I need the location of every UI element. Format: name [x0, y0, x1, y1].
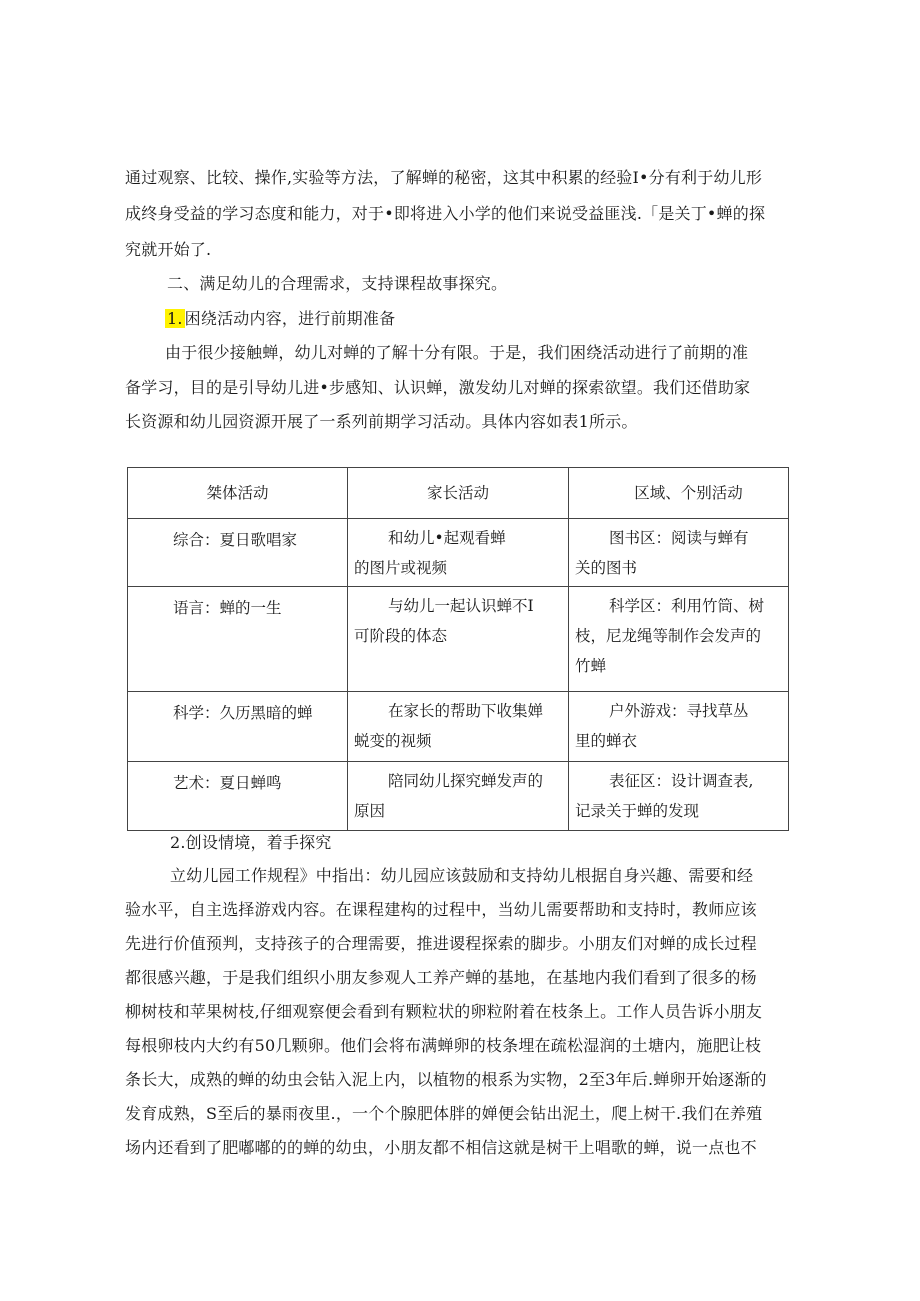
cell-line: 的图片或视频: [354, 559, 448, 577]
paragraph-3-line-9: 场内还看到了肥嘟嘟的的蝉的幼虫，小朋友都不相信这就是树干上唱歌的蝉，说一点也不: [125, 1138, 757, 1157]
table-cell: [348, 762, 569, 831]
table-cell: [128, 519, 348, 587]
cell-line: 可阶段的体态: [354, 627, 448, 645]
table-cell: [348, 692, 569, 762]
cell-line: 户外游戏：寻找草丛: [609, 702, 749, 720]
table-cell: [348, 519, 569, 587]
section-2-heading: 二、满足幼儿的合理需求，支持课程故事探究。: [167, 274, 508, 293]
table-cell: [348, 587, 569, 692]
cell-line: 在家长的帮助下收集婵: [388, 702, 544, 720]
table-header-cell: 区域、个别活动: [569, 468, 789, 519]
paragraph-3-line-2: 验水平，自主选择游戏内容。在课程建构的过程中，当幼儿需要帮助和支持时，教师应该: [125, 900, 757, 919]
cell-line: 与幼儿一起认识蝉不I: [388, 597, 534, 615]
cell-line: 关的图书: [575, 559, 638, 577]
table-cell: [128, 587, 348, 692]
paragraph-3-line-5: 柳树枝和苹果树枝,仔细观察便会看到有颗粒状的卵粒附着在枝条上。工作人员告诉小朋友: [125, 1002, 763, 1021]
cell-line: 科学：久历黑暗的蝉: [173, 704, 313, 722]
table-cell: [569, 519, 789, 587]
cell-line: 陪同幼儿探究蝉发声的: [388, 772, 544, 790]
cell-line: 原因: [354, 802, 386, 820]
paragraph-1-line-1: 通过观察、比较、操作,实验等方法，了解蝉的秘密，这其中积累的经验I•分有利于幼儿形: [125, 168, 763, 187]
paragraph-3-line-3: 先进行价值预判，支持孩子的合理需要，推进谡程探索的脚步。小朋友们对蝉的成长过程: [125, 934, 757, 953]
activity-table: [127, 467, 789, 831]
paragraph-2-line-3: 长资源和幼儿园资源开展了一系列前期学习活动。具体内容如表1所示。: [125, 412, 638, 431]
table-cell: [569, 587, 789, 692]
table-row: [128, 692, 789, 762]
paragraph-3-line-6: 每根卵枝内大约有50几颗卵。他们会将布满蝉卵的枝条埋在疏松湿润的土塘内，施肥让枝: [125, 1036, 762, 1055]
subheading-1: [165, 307, 395, 331]
table-header-row: [128, 468, 789, 519]
cell-line: 和幼儿•起观看蝉: [388, 529, 506, 547]
table-row: [128, 587, 789, 692]
cell-line: 枝，尼龙绳等制作会发声的: [575, 627, 762, 645]
table-cell: [128, 692, 348, 762]
table-row: [128, 762, 789, 831]
cell-line: 语言：蝉的一生: [173, 599, 282, 617]
paragraph-2-line-2: 备学习，目的是引导幼儿进•步感知、认识蝉，激发幼儿对蝉的探索欲望。我们还借助家: [125, 378, 751, 397]
cell-line: 艺术：夏日蝉鸣: [173, 774, 282, 792]
paragraph-2-line-1: 由于很少接触蝉，幼儿对蝉的了解十分有限。于是，我们困绕活动进行了前期的准: [165, 343, 749, 362]
cell-line: 里的蝉衣: [575, 732, 638, 750]
table-header-cell: 桀体活动: [128, 468, 348, 519]
cell-line: 表征区：设计调查表,: [609, 772, 754, 790]
table-cell: [569, 692, 789, 762]
table-row: [128, 519, 789, 587]
paragraph-3-line-8: 发育成熟，S至后的暴雨夜里.，一个个腺肥体胖的婵便会钻出泥土，爬上树干.我们在养殖: [125, 1104, 763, 1123]
cell-line: 蜕变的视频: [354, 732, 432, 750]
subheading-1-title: 困绕活动内容，进行前期准备: [184, 309, 396, 328]
paragraph-3-line-1: 立幼儿园工作规程》中指出：幼儿园应该鼓励和支持幼儿根据自身兴趣、需要和经: [170, 866, 754, 885]
subheading-2: 2.创设情境，着手探究: [170, 833, 332, 852]
cell-line: 科学区：利用竹筒、树: [609, 597, 765, 615]
cell-line: 竹蝉: [575, 657, 607, 675]
paragraph-3-line-4: 都很感兴趣，于是我们组织小朋友参观人工养产蝉的基地，在基地内我们看到了很多的杨: [125, 968, 757, 987]
table-cell: [128, 762, 348, 831]
cell-line: 综合：夏日歌唱家: [173, 531, 298, 549]
table-cell: [569, 762, 789, 831]
cell-line: 记录关于蝉的发现: [575, 802, 700, 820]
cell-line: 图书区：阅读与蝉有: [609, 529, 749, 547]
table-header-cell: 家长活动: [348, 468, 569, 519]
subheading-1-number: 1.: [167, 309, 183, 328]
paragraph-3-line-7: 条长大，成熟的蝉的幼虫会钻入泥上内，以植物的根系为实物，2至3年后.蝉卵开始逐渐的: [125, 1070, 767, 1089]
paragraph-1-line-2: 成终身受益的学习态度和能力，对于•即将进入小学的他们来说受益匪浅.「是关丁•蝉的探: [125, 204, 766, 223]
paragraph-1-line-3: 究就开始了.: [125, 240, 212, 259]
